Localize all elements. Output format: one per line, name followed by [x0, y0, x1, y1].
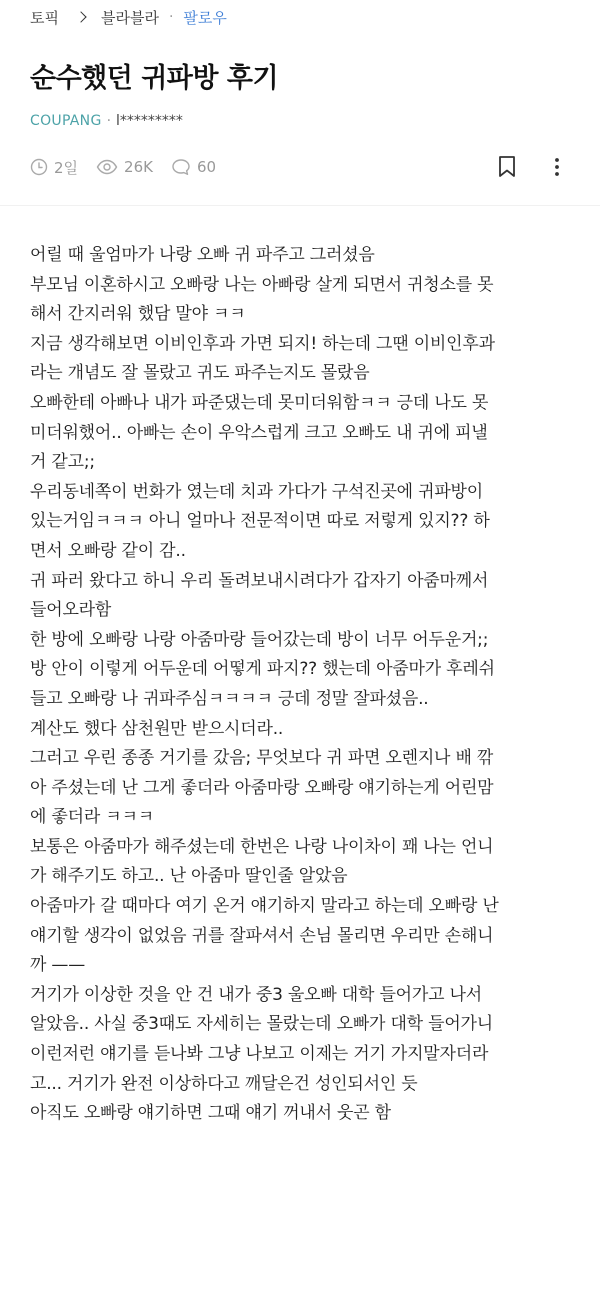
post-comments[interactable]	[171, 158, 216, 176]
post-body	[30, 241, 580, 1129]
author-company[interactable]: COUPANG	[30, 113, 102, 129]
author-nickname: l*********	[116, 113, 183, 129]
post-body-line: 아직도 오빠랑 얘기하면 그때 얘기 꺼내서 웃곤 함	[30, 1103, 391, 1124]
post-title: 순수했던 귀파방 후기	[30, 63, 279, 94]
post-body-line: 보통은 아줌마가 해주셨는데 한번은 나랑 나이차이 꽤 나는 언니	[30, 836, 494, 857]
post-time-text: 2일	[54, 158, 79, 177]
post-body-line: 까 ——	[30, 955, 86, 976]
post-meta	[30, 155, 234, 179]
post-body-line: 에 좋더라 ㅋㅋㅋ	[30, 807, 154, 828]
bookmark-icon[interactable]	[497, 155, 517, 179]
post-body-line: 아 주셨는데 난 그게 좋더라 아줌마랑 오빠랑 얘기하는게 어린맘	[30, 777, 494, 798]
post-body-line: 우리동네쪽이 번화가 였는데 치과 가다가 구석진곳에 귀파방이	[30, 481, 483, 502]
post-body-line: 들고 오빠랑 나 귀파주심ㅋㅋㅋㅋ 긍데 정말 잘파셨음..	[30, 688, 429, 709]
post-body-line: 방 안이 이렇게 어두운데 어떻게 파지?? 했는데 아줌마가 후레쉬	[30, 659, 495, 680]
post-body-line: 면서 오빠랑 같이 감..	[30, 540, 186, 561]
post-body-line: 오빠한테 아빠나 내가 파준댔는데 못미더워함ㅋㅋ 긍데 나도 못	[30, 392, 489, 413]
post-body-line: 아줌마가 갈 때마다 여기 온거 얘기하지 말라고 하는데 오빠랑 난	[30, 896, 499, 917]
post-time	[30, 157, 78, 178]
top-breadcrumb	[30, 6, 227, 28]
post-body-line: 한 방에 오빠랑 나랑 아줌마랑 들어갔는데 방이 너무 어두운거;;	[30, 629, 489, 650]
more-vertical-icon[interactable]	[547, 157, 567, 177]
post-comments-text: 60	[196, 158, 217, 176]
post-body-line: 알았음.. 사실 중3때도 자세히는 몰랐는데 오빠가 대학 들어가니	[30, 1014, 493, 1035]
post-body-line: 귀 파러 왔다고 하니 우리 돌려보내시려다가 갑자기 아줌마께서	[30, 570, 489, 591]
post-body-line: 이런저런 얘기를 듣나봐 그냥 나보고 이제는 거기 가지말자더라	[30, 1044, 489, 1065]
post-body-line: 거기가 이상한 것을 안 건 내가 중3 울오빠 대학 들어가고 나서	[30, 984, 482, 1005]
author-info	[30, 113, 183, 129]
comment-icon	[171, 158, 191, 176]
author-separator: ·	[106, 113, 112, 129]
post-body-line: 라는 개념도 잘 몰랐고 귀도 파주는지도 몰랐음	[30, 363, 370, 384]
follow-button[interactable]: 팔로우	[183, 8, 227, 27]
clock-icon	[30, 158, 48, 176]
post-body-line: 얘기할 생각이 없었음 귀를 잘파셔서 손님 몰리면 우리만 손해니	[30, 925, 494, 946]
chevron-right-icon	[75, 11, 86, 22]
post-body-line: 미더워했어.. 아빠는 손이 우악스럽게 크고 오빠도 내 귀에 피낼	[30, 422, 488, 443]
post-body-line: 가 해주기도 하고.. 난 아줌마 딸인줄 알았음	[30, 866, 348, 887]
post-views-text: 26K	[124, 158, 153, 176]
post-body-line: 지금 생각해보면 이비인후과 가면 되지! 하는데 그땐 이비인후과	[30, 333, 495, 354]
post-body-line: 있는거임ㅋㅋㅋ 아니 얼마나 전문적이면 따로 저렇게 있지?? 하	[30, 511, 490, 532]
header-divider	[0, 205, 600, 206]
breadcrumb-dot: ·	[168, 9, 174, 25]
post-body-line: 계산도 했다 삼천원만 받으시더라..	[30, 718, 284, 739]
post-body-line: 해서 간지러워 했담 말야 ㅋㅋ	[30, 304, 246, 325]
breadcrumb-topic[interactable]: 토픽	[30, 8, 59, 27]
post-body-line: 들어오라함	[30, 600, 112, 621]
post-body-line: 어릴 때 울엄마가 나랑 오빠 귀 파주고 그러셨음	[30, 245, 375, 265]
eye-icon	[96, 158, 118, 176]
post-views	[96, 158, 153, 176]
post-body-line: 부모님 이혼하시고 오빠랑 나는 아빠랑 살게 되면서 귀청소를 못	[30, 274, 494, 295]
post-body-line: 그러고 우린 종종 거기를 갔음; 무엇보다 귀 파면 오렌지나 배 깎	[30, 748, 494, 769]
post-body-line: 거 같고;;	[30, 452, 95, 473]
post-body-line: 고... 거기가 완전 이상하다고 깨달은건 성인되서인 듯	[30, 1073, 418, 1094]
breadcrumb-board[interactable]: 블라블라	[100, 8, 159, 27]
